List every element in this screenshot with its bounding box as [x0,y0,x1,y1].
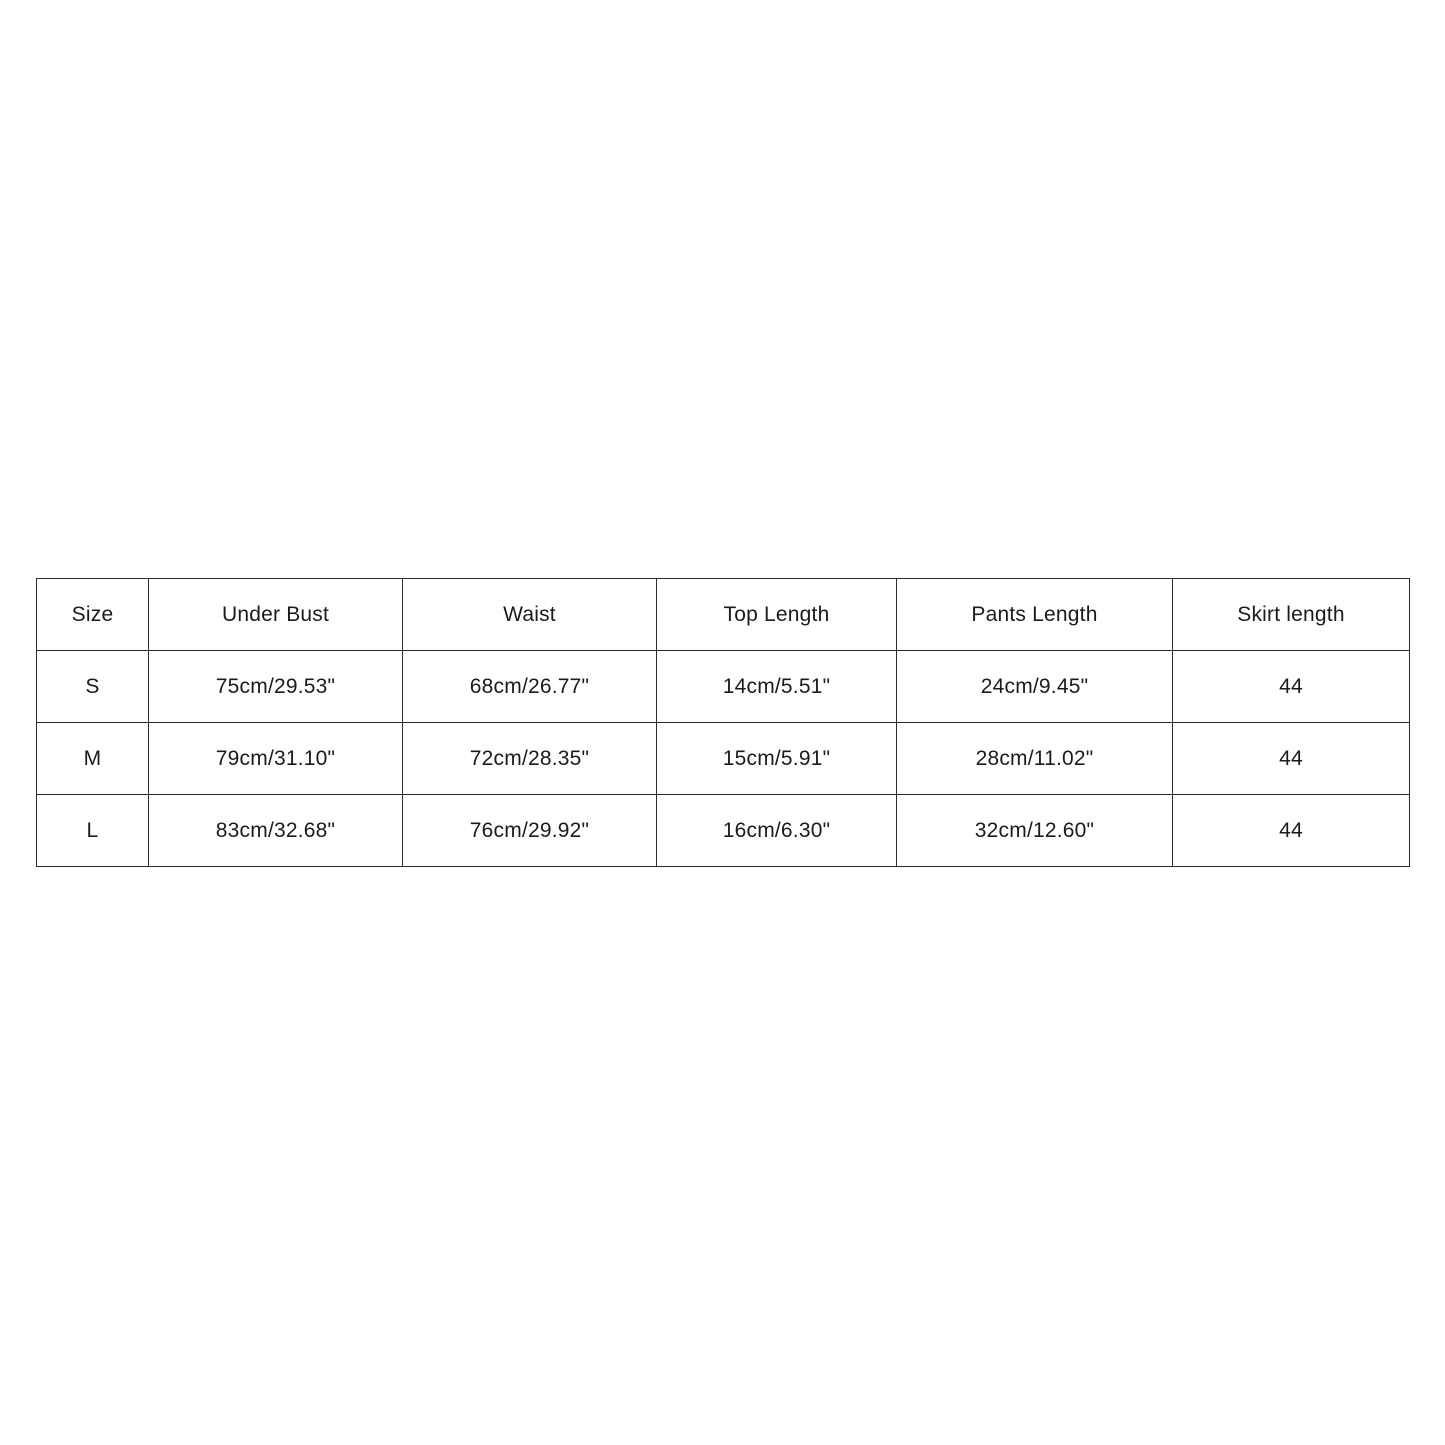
table-header-row [37,579,1410,651]
column-header-waist: Waist [403,579,657,651]
size-chart [36,578,1409,867]
cell-top-length: 15cm/5.91" [657,723,897,795]
column-header-skirt-length: Skirt length [1173,579,1410,651]
cell-under-bust: 79cm/31.10" [149,723,403,795]
cell-size: L [37,795,149,867]
cell-skirt-length: 44 [1173,795,1410,867]
cell-skirt-length: 44 [1173,723,1410,795]
cell-pants-length: 24cm/9.45" [897,651,1173,723]
cell-waist: 68cm/26.77" [403,651,657,723]
cell-pants-length: 28cm/11.02" [897,723,1173,795]
cell-under-bust: 75cm/29.53" [149,651,403,723]
cell-waist: 72cm/28.35" [403,723,657,795]
cell-under-bust: 83cm/32.68" [149,795,403,867]
column-header-size: Size [37,579,149,651]
cell-waist: 76cm/29.92" [403,795,657,867]
size-chart-table [36,578,1410,867]
cell-pants-length: 32cm/12.60" [897,795,1173,867]
cell-size: M [37,723,149,795]
column-header-under-bust: Under Bust [149,579,403,651]
column-header-top-length: Top Length [657,579,897,651]
table-row [37,651,1410,723]
cell-size: S [37,651,149,723]
table-row [37,795,1410,867]
cell-top-length: 16cm/6.30" [657,795,897,867]
column-header-pants-length: Pants Length [897,579,1173,651]
table-row [37,723,1410,795]
cell-top-length: 14cm/5.51" [657,651,897,723]
cell-skirt-length: 44 [1173,651,1410,723]
